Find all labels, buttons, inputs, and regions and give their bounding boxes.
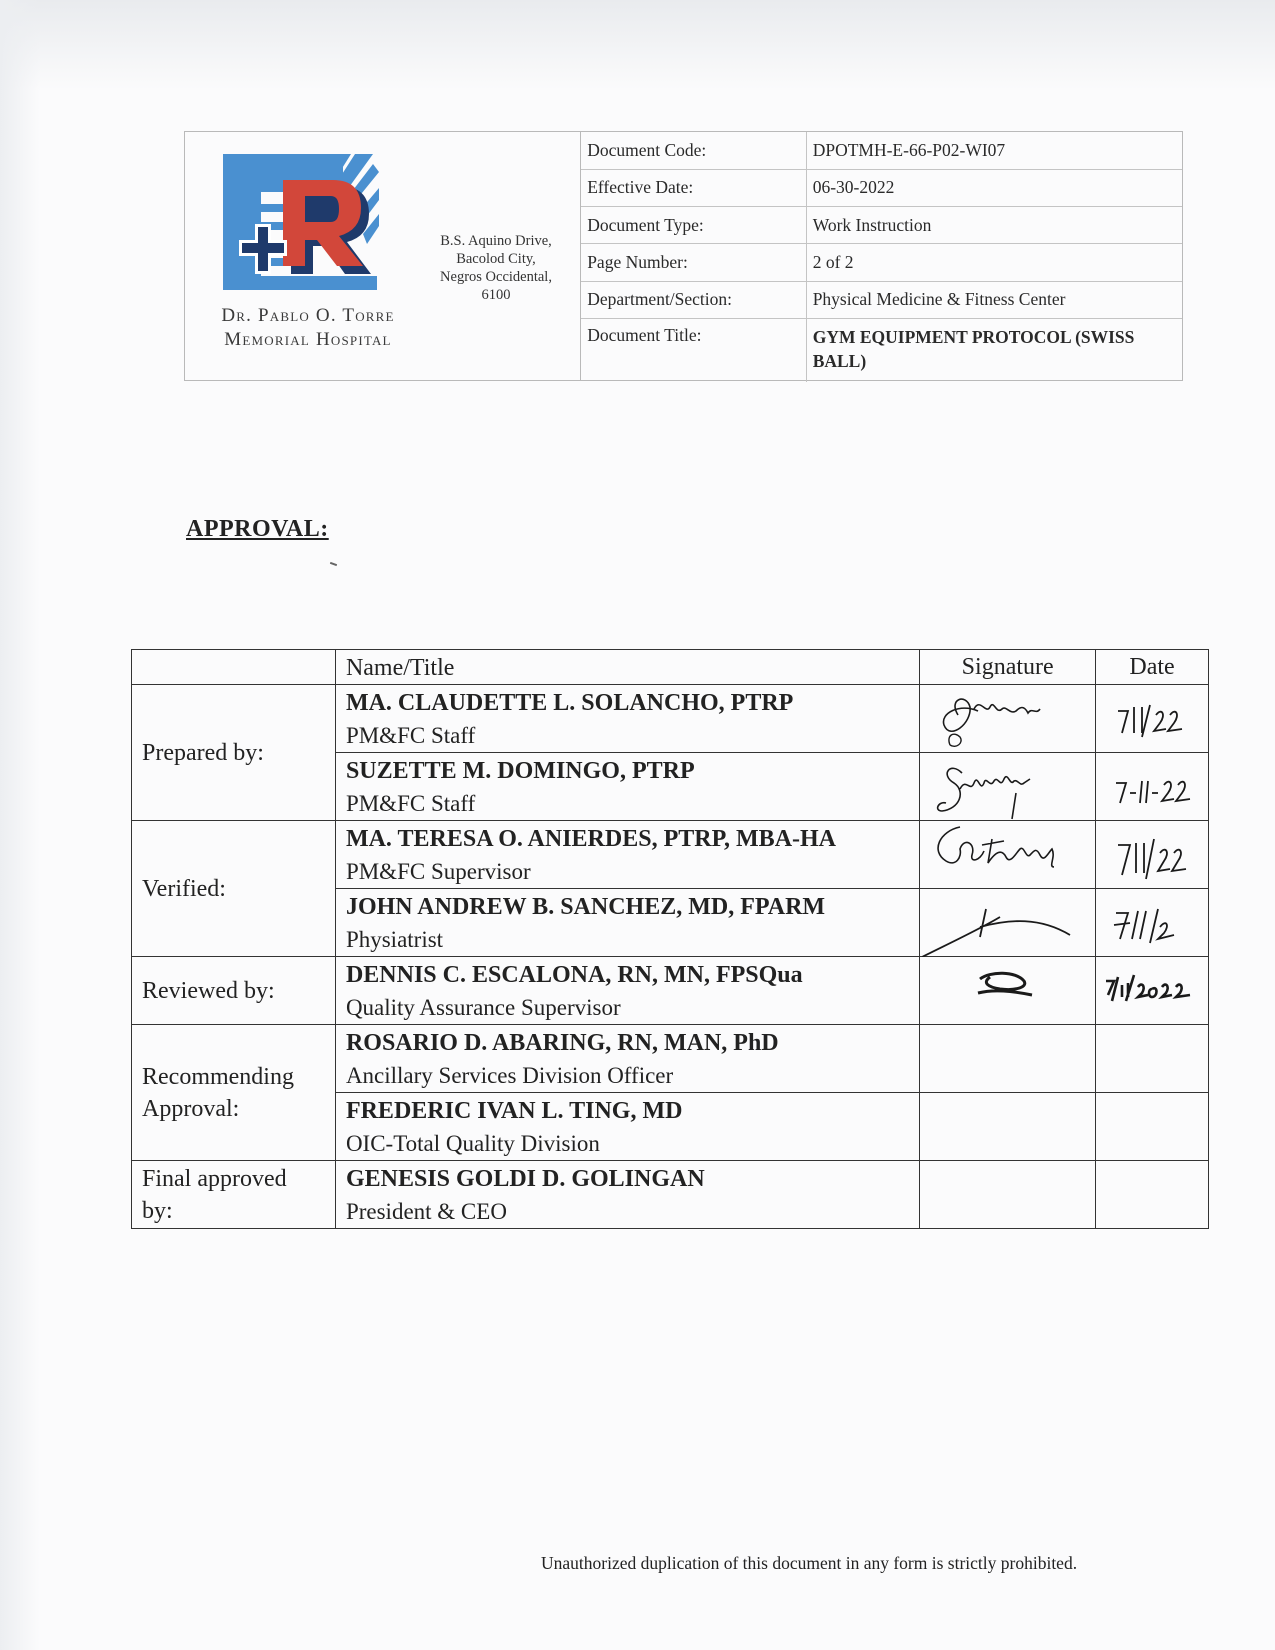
role-final-line2: by: — [142, 1197, 173, 1224]
date-cell — [1096, 957, 1209, 1025]
person-cell — [335, 1161, 919, 1229]
footer-notice: Unauthorized duplication of this document in any form is strictly prohibited. — [541, 1553, 1078, 1573]
meta-value: DPOTMH-E-66-P02-WI07 — [806, 132, 1182, 169]
role-final-line1: Final approved — [142, 1165, 287, 1192]
address-line4: 6100 — [481, 287, 511, 303]
person-cell — [335, 957, 919, 1025]
meta-row-department — [581, 281, 1182, 318]
person-title: Ancillary Services Division Officer — [345, 1063, 674, 1088]
meta-value: 2 of 2 — [806, 244, 1182, 281]
role-reviewed: Reviewed by: — [132, 957, 336, 1025]
person-title: PM&FC Staff — [345, 791, 476, 816]
meta-row-title — [581, 318, 1182, 382]
signature-icon — [920, 889, 1096, 957]
approval-header-row — [132, 650, 1209, 685]
role-final — [132, 1161, 336, 1229]
approval-row — [132, 1025, 1209, 1093]
approval-heading: APPROVAL: — [186, 516, 329, 542]
signature-cell — [920, 685, 1096, 753]
signature-cell-empty[interactable] — [920, 1025, 1096, 1093]
hospital-name-line1: Dr. Pablo O. Torre — [221, 305, 395, 326]
hospital-name — [193, 304, 423, 352]
handwritten-date — [1096, 685, 1209, 753]
role-verified: Verified: — [132, 821, 336, 957]
column-header-name: Name/Title — [335, 650, 919, 685]
signature-cell — [920, 957, 1096, 1025]
date-cell — [1096, 685, 1209, 753]
date-cell — [1096, 753, 1209, 821]
role-prepared: Prepared by: — [132, 685, 336, 821]
person-title: President & CEO — [345, 1199, 507, 1224]
meta-label: Page Number: — [581, 244, 806, 281]
person-title: OIC-Total Quality Division — [345, 1131, 600, 1156]
meta-row-effective-date — [581, 169, 1182, 206]
person-title: Physiatrist — [345, 927, 444, 952]
date-cell — [1096, 821, 1209, 889]
meta-value: GYM EQUIPMENT PROTOCOL (SWISS BALL) — [812, 326, 1135, 371]
signature-icon — [920, 957, 1096, 1025]
address-line2: Bacolod City, — [456, 251, 536, 267]
stray-mark — [330, 562, 337, 566]
signature-cell — [920, 753, 1096, 821]
person-name: ROSARIO D. ABARING, RN, MAN, PhD — [345, 1030, 779, 1056]
person-cell — [335, 1093, 919, 1161]
person-cell — [335, 889, 919, 957]
approval-row — [132, 957, 1209, 1025]
person-title: PM&FC Staff — [345, 723, 476, 748]
document-meta-table — [581, 132, 1182, 382]
column-header-role — [132, 650, 336, 685]
date-cell-empty[interactable] — [1096, 1093, 1209, 1161]
hospital-address — [421, 232, 571, 304]
role-recommending-line1: Recommending — [142, 1063, 294, 1090]
person-cell — [335, 685, 919, 753]
meta-label: Document Type: — [581, 207, 806, 244]
logo-cell — [185, 132, 581, 380]
meta-value: Physical Medicine & Fitness Center — [806, 281, 1182, 318]
approval-row — [132, 1161, 1209, 1229]
handwritten-date — [1096, 889, 1209, 957]
person-name: JOHN ANDREW B. SANCHEZ, MD, FPARM — [345, 894, 826, 920]
person-cell — [335, 1025, 919, 1093]
signature-cell — [920, 821, 1096, 889]
signature-icon — [920, 753, 1096, 821]
person-name: DENNIS C. ESCALONA, RN, MN, FPSQua — [345, 962, 803, 988]
date-cell-empty[interactable] — [1096, 1161, 1209, 1229]
handwritten-date — [1096, 821, 1209, 889]
meta-row-code — [581, 132, 1182, 169]
meta-row-page-number — [581, 244, 1182, 281]
scan-shadow-top — [0, 0, 1275, 90]
person-title: Quality Assurance Supervisor — [345, 995, 621, 1020]
person-title: PM&FC Supervisor — [345, 859, 531, 884]
column-header-signature: Signature — [920, 650, 1096, 685]
person-name: GENESIS GOLDI D. GOLINGAN — [345, 1166, 705, 1192]
approval-table — [131, 649, 1209, 1229]
approval-row — [132, 685, 1209, 753]
date-cell — [1096, 889, 1209, 957]
person-name: MA. TERESA O. ANIERDES, PTRP, MBA-HA — [345, 826, 837, 852]
role-recommending — [132, 1025, 336, 1161]
handwritten-date — [1096, 753, 1209, 821]
signature-icon — [920, 685, 1096, 753]
signature-cell-empty[interactable] — [920, 1093, 1096, 1161]
meta-label: Department/Section: — [581, 281, 806, 318]
scan-shadow-left — [0, 0, 40, 1650]
column-header-date: Date — [1096, 650, 1209, 685]
hospital-logo-icon — [221, 152, 381, 304]
meta-row-type — [581, 207, 1182, 244]
signature-cell — [920, 889, 1096, 957]
person-name: SUZETTE M. DOMINGO, PTRP — [345, 758, 695, 784]
person-cell — [335, 821, 919, 889]
person-cell — [335, 753, 919, 821]
meta-label: Effective Date: — [581, 169, 806, 206]
document-header — [184, 131, 1183, 381]
signature-icon — [920, 821, 1096, 889]
approval-row — [132, 821, 1209, 889]
address-line3: Negros Occidental, — [440, 269, 552, 285]
handwritten-date — [1096, 957, 1209, 1025]
meta-value: 06-30-2022 — [806, 169, 1182, 206]
meta-value: Work Instruction — [806, 207, 1182, 244]
address-line1: B.S. Aquino Drive, — [440, 233, 552, 249]
person-name: FREDERIC IVAN L. TING, MD — [345, 1098, 683, 1124]
date-cell-empty[interactable] — [1096, 1025, 1209, 1093]
meta-label: Document Code: — [581, 132, 806, 169]
role-recommending-line2: Approval: — [142, 1095, 240, 1122]
meta-label: Document Title: — [581, 318, 806, 382]
person-name: MA. CLAUDETTE L. SOLANCHO, PTRP — [345, 690, 794, 716]
signature-cell-empty[interactable] — [920, 1161, 1096, 1229]
hospital-name-line2: Memorial Hospital — [224, 329, 392, 350]
